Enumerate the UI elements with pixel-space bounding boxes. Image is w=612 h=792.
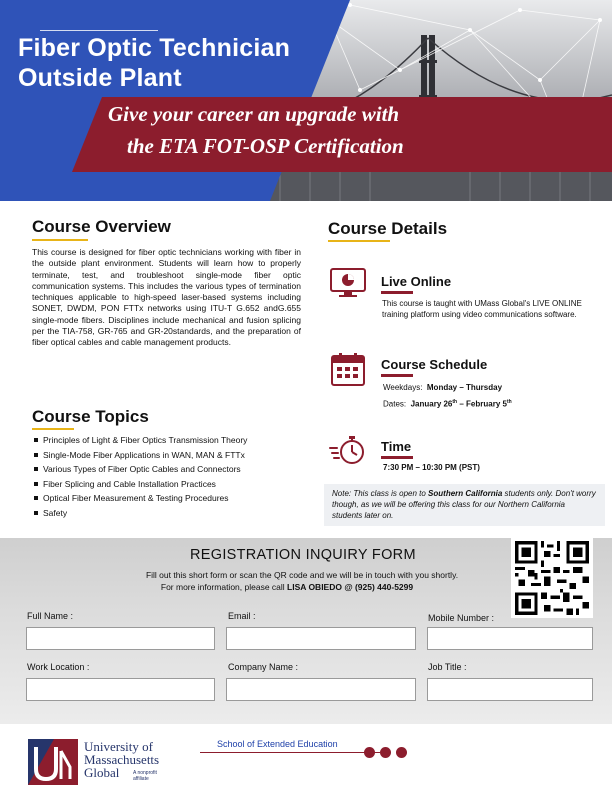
course-details-heading: Course Details — [328, 219, 448, 238]
school-of-extended-education-label: School of Extended Education — [217, 739, 338, 749]
company-name-label: Company Name : — [228, 662, 299, 672]
job-title-input[interactable] — [427, 678, 593, 701]
live-online-text: This course is taught with UMass Global's LIVE ONLINE training platform using video communications software. — [382, 299, 582, 319]
bullet-icon — [34, 482, 38, 486]
time-value: 7:30 PM – 10:30 PM (PST) — [383, 463, 480, 472]
form-contact: For more information, please call LISA OBIEDO @ (925) 440-5299 — [160, 582, 414, 592]
company-name-input[interactable] — [226, 678, 416, 701]
course-topics-list — [34, 433, 306, 521]
university-name-line3: Global — [84, 765, 120, 780]
school-divider-line — [200, 752, 380, 753]
mobile-number-label: Mobile Number : — [428, 613, 495, 623]
course-overview-text: This course is designed for fiber optic technicians working with fiber in the outside plant environment. Students will learn how to properly terminate, test, and troubleshoot single-mode fiber optic communication systems. This includes the various types of termination techniques applicable to high-speed laser-based systems including SONET, DWDM, PON FTTx networks using ITU-T G.652 andG.655 single-mode fibers. Disciplines include mechanical and fusion splicing per the TIA-758, GR-765 and GR-20standards, and the preparation of fiber optical cables and cable management products. — [32, 247, 301, 348]
work-location-label: Work Location : — [27, 662, 90, 672]
hero-header — [0, 0, 612, 201]
email-input[interactable] — [226, 627, 416, 650]
page-title-line2: Outside Plant — [18, 64, 182, 92]
list-item: Fiber Splicing and Cable Installation Practices — [34, 477, 306, 492]
list-item: Principles of Light & Fiber Optics Transmission Theory — [34, 433, 306, 448]
form-instructions: Fill out this short form or scan the QR code and we will be in touch with you shortly. — [145, 570, 459, 580]
topics-underline — [32, 428, 74, 430]
umass-global-logo-icon — [28, 739, 78, 785]
full-name-label: Full Name : — [27, 611, 74, 621]
time-bar — [381, 456, 413, 459]
details-underline — [328, 240, 390, 242]
work-location-input[interactable] — [26, 678, 215, 701]
decorative-dot — [380, 747, 391, 758]
schedule-dates: Dates: January 26th – February 5th — [383, 399, 512, 409]
monitor-chart-icon — [330, 268, 366, 298]
calendar-icon — [331, 352, 365, 386]
job-title-label: Job Title : — [428, 662, 467, 672]
course-schedule-bar — [381, 374, 413, 377]
course-topics-heading: Course Topics — [32, 407, 149, 426]
list-item: Single-Mode Fiber Applications in WAN, MAN & FTTx — [34, 448, 306, 463]
full-name-input[interactable] — [26, 627, 215, 650]
course-overview-heading: Course Overview — [32, 217, 171, 236]
bullet-icon — [34, 467, 38, 471]
course-schedule-title: Course Schedule — [381, 357, 488, 372]
page-title-line1: Fiber Optic Technician — [18, 34, 291, 62]
live-online-title: Live Online — [381, 274, 452, 289]
decorative-dot — [396, 747, 407, 758]
list-item: Various Types of Fiber Optic Cables and Connectors — [34, 462, 306, 477]
nonprofit-affiliate-label: A nonprofit affiliate — [133, 770, 157, 782]
bullet-icon — [34, 453, 38, 457]
tagline-line2: the ETA FOT-OSP Certification — [127, 134, 404, 158]
university-name-line2: Massachusetts — [84, 752, 160, 767]
bullet-icon — [34, 438, 38, 442]
bullet-icon — [34, 511, 38, 515]
time-title: Time — [381, 439, 412, 454]
qr-code-icon[interactable] — [511, 538, 593, 618]
email-label: Email : — [228, 611, 256, 621]
live-online-bar — [381, 291, 413, 294]
decorative-line — [40, 30, 158, 31]
stopwatch-icon — [329, 434, 367, 466]
university-name-line1: University of — [84, 739, 153, 754]
tagline-line1: Give your career an upgrade with — [108, 102, 400, 126]
mobile-number-input[interactable] — [427, 627, 593, 650]
decorative-dot — [364, 747, 375, 758]
overview-underline — [32, 239, 88, 241]
bullet-icon — [34, 496, 38, 500]
list-item: Optical Fiber Measurement & Testing Procedures — [34, 491, 306, 506]
note-box: Note: This class is open to Southern California students only. Don't worry though, as we will be offering this class for our Northern California students later on. — [324, 484, 605, 526]
schedule-weekdays: Weekdays: Monday – Thursday — [383, 383, 503, 392]
list-item: Safety — [34, 506, 306, 521]
form-title: REGISTRATION INQUIRY FORM — [190, 547, 416, 563]
